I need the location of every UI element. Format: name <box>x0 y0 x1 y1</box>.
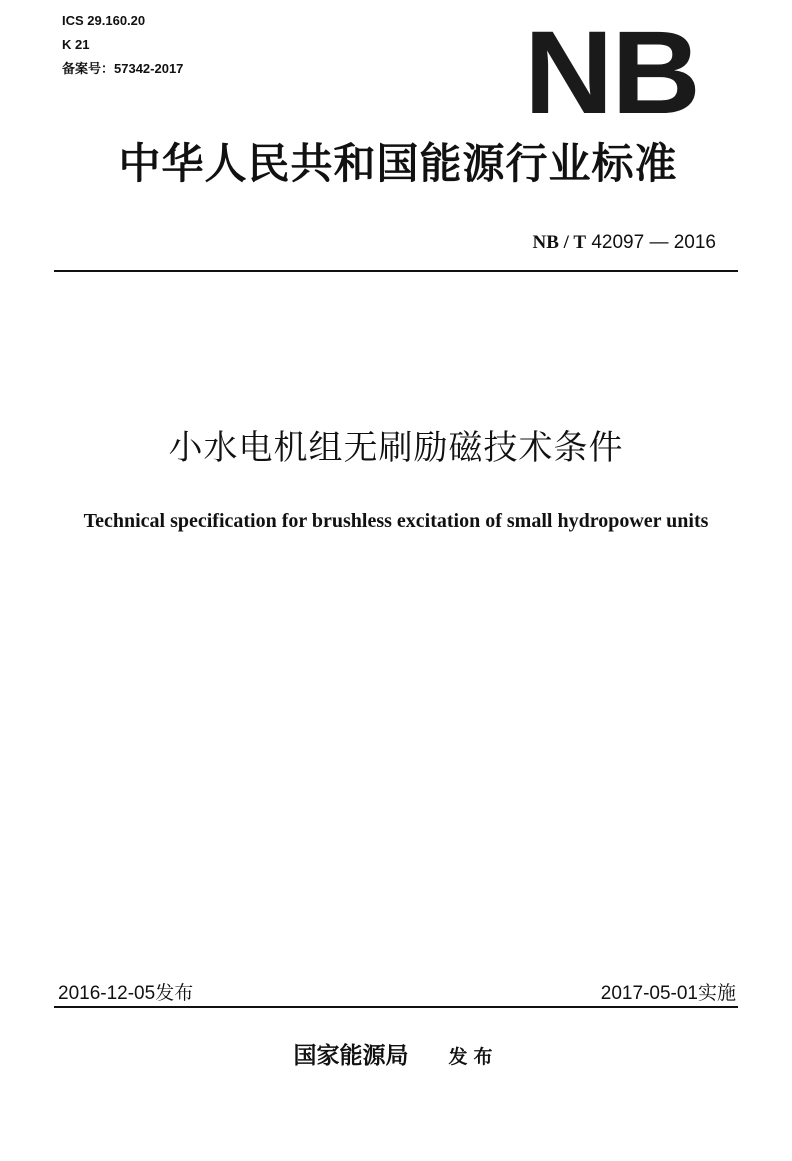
document-title-zh: 小水电机组无刷励磁技术条件 <box>168 428 624 468</box>
footer-divider <box>54 1006 738 1008</box>
nb-logo: NB <box>524 7 699 139</box>
standard-code: 42097 — 2016 <box>591 232 716 253</box>
filing-number: 备案号：57342-2017 <box>62 61 184 76</box>
standard-number <box>533 231 716 255</box>
issuer-name: 国家能源局 <box>293 1042 409 1069</box>
standard-prefix: NB / T <box>532 232 587 253</box>
issuer-block <box>0 1040 792 1073</box>
organization-title: 中华人民共和国能源行业标准 <box>118 139 678 188</box>
issue-date: 2016-12-05发布 <box>58 983 194 1004</box>
issuer-action: 发布 <box>448 1046 499 1068</box>
effective-date: 2017-05-01实施 <box>600 983 736 1004</box>
header-divider <box>54 270 738 272</box>
classification-code: K 21 <box>62 37 90 52</box>
document-title-en: Technical specification for brushless excitation of small hydropower units <box>83 510 709 532</box>
ics-code: ICS 29.160.20 <box>62 13 146 28</box>
